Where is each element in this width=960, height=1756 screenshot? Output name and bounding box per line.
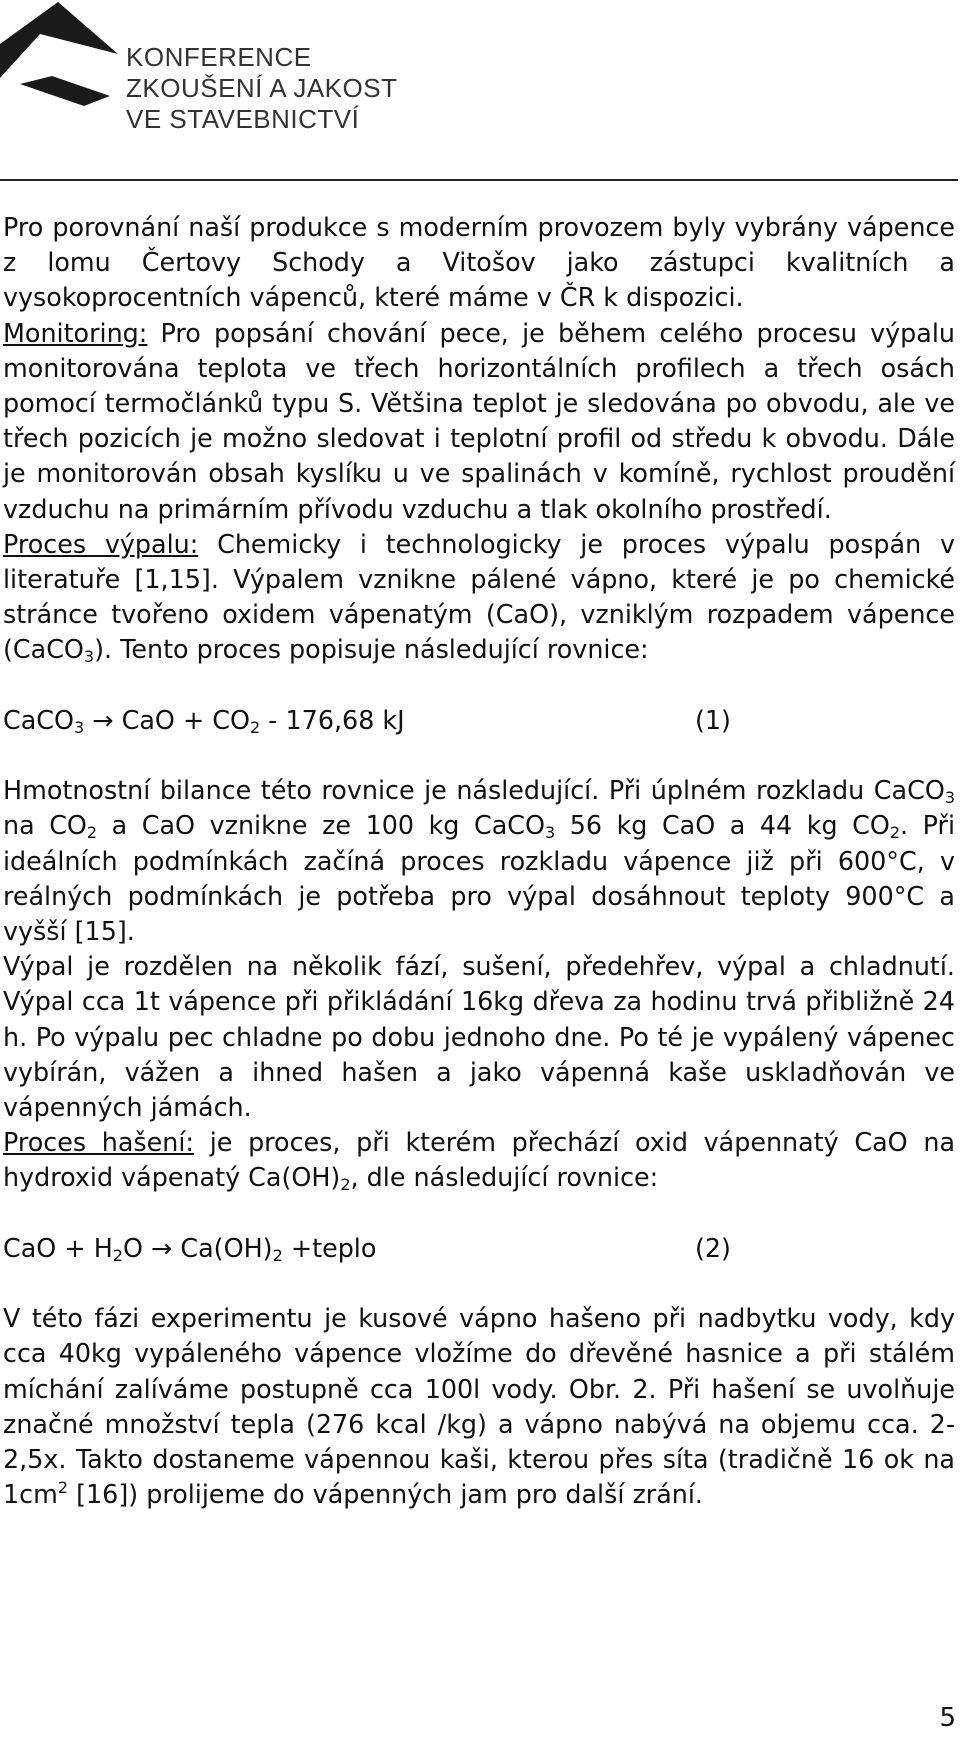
paragraph-mass-balance: Hmotnostní bilance této rovnice je následující. Při úplném rozkladu CaCO$_3$ na $CO_2$ a CaO vznikne ze 100 kg CaCO$_3$ 56 kg CaO a 44 kg $CO_2$. Při ideálních podmínkách začíná proces rozkladu vápence již při 600°C, v reálných podmínkách je potřeba pro výpal dosáhnout teploty 900°C a vyšší [15]. [3, 775, 956, 947]
equation-2-number: (2) [695, 1232, 731, 1263]
page-header [0, 0, 960, 182]
conference-title-line1: KONFERENCE [126, 42, 312, 72]
proces-haseni-heading: Proces hašení: [3, 1127, 194, 1158]
paragraph-experiment: V této fázi experimentu je kusové vápno hašeno při nadbytku vody, kdy cca 40kg vypáleného vápence vložíme do dřevěné hasnice a při stálém míchání zalíváme postupně cca 100l vody. Obr. 2. Při hašení se uvolňuje značné množství tepla (276 kcal /kg) a vápno nabývá na objemu cca. 2-2,5x. Takto dostaneme vápennou kaši, kterou přes síta (tradičně 16 ok na $1cm^2$ [16]) prolijeme do vápenných jam pro další zrání. [3, 1303, 955, 1510]
paragraph-phases: Výpal je rozdělen na několik fází, sušení, předehřev, výpal a chladnutí. Výpal cca 1t vápence při přikládání 16kg dřeva za hodinu trvá přibližně 24 h. Po výpalu pec chladne po dobu jednoho dne. Po té je vypálený vápenec vybírán, vážen a ihned hašen a jako vápenná kaše uskladňován ve vápenných jámách. [3, 951, 955, 1123]
equation-1: CaCO$_3$ → CaO + $CO_2 - 176,68$ kJ (1) [3, 704, 731, 737]
conference-logo-icon [0, 0, 130, 110]
conference-title-line2: ZKOUŠENÍ A JAKOST [126, 73, 398, 103]
conference-title [126, 42, 397, 135]
page-number: 5 [939, 1703, 956, 1733]
paragraph-proces-vypalu: Proces výpalu: Chemicky i technologicky je proces výpalu pospán v literatuře [1,15]. Výpalem vznikne pálené vápno, které je po chemické stránce tvořeno oxidem vápenatým (CaO), vzniklým rozpadem vápence (CaCO$_3$). Tento proces popisuje následující rovnice: [3, 528, 955, 667]
paragraph-intro: Pro porovnání naší produkce s moderním provozem byly vybrány vápence z lomu Čertovy Schody a Vitošov jako zástupci kvalitních a vysokoprocentních vápenců, které máme v ČR k dispozici. [3, 212, 955, 313]
paragraph-proces-haseni: Proces hašení: je proces, při kterém přechází oxid vápennatý CaO na hydroxid vápenatý $Ca(OH)_2$, dle následující rovnice: [3, 1127, 956, 1195]
monitoring-heading: Monitoring: [3, 317, 148, 348]
header-divider [0, 179, 958, 181]
conference-title-line3: VE STAVEBNICTVÍ [126, 104, 360, 134]
proces-vypalu-heading: Proces výpalu: [3, 528, 199, 559]
equation-2: CaO + $H_2O \to Ca(OH)_2$ +teplo (2) [3, 1232, 731, 1265]
document-body [3, 210, 955, 1512]
paragraph-monitoring: Monitoring: Pro popsání chování pece, je během celého procesu výpalu monitorována teplota ve třech horizontálních profilech a třech osách pomocí termočlánků typu S. Většina teplot je sledována po obvodu, ale ve třech pozicích je možno sledovat i teplotní profil od středu k obvodu. Dále je monitorován obsah kyslíku u ve spalinách v komíně, rychlost proudění vzduchu na primárním přívodu vzduchu a tlak okolního prostředí. [3, 317, 955, 524]
equation-1-number: (1) [695, 704, 731, 735]
